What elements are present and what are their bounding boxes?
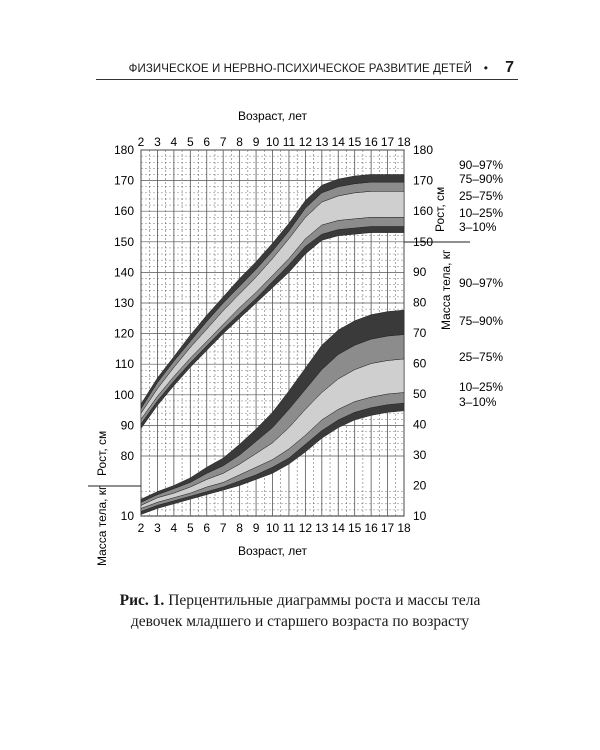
caption-text-line2: девочек младшего и старшего возраста по возрасту (130, 613, 470, 630)
weight-legend-entry: 3–10% (459, 395, 497, 409)
left-tick-label: 100 (113, 387, 134, 402)
x-tick-label-bottom: 8 (236, 521, 243, 535)
x-tick-label-top: 13 (315, 135, 329, 149)
x-tick-label-top: 11 (282, 135, 296, 149)
x-tick-label-bottom: 12 (298, 521, 313, 535)
right-weight-tick-label: 90 (413, 265, 427, 279)
x-tick-label-bottom: 5 (186, 521, 194, 535)
left-ylabel-weight: Масса тела, кг (95, 485, 109, 566)
left-tick-label: 170 (113, 173, 134, 188)
x-tick-label-bottom: 14 (331, 521, 345, 535)
right-weight-tick-label: 80 (413, 295, 427, 310)
height-legend-entry: 90–97% (459, 158, 504, 172)
height-legend-entry: 3–10% (459, 220, 497, 234)
x-tick-label-top: 9 (252, 135, 260, 149)
left-tick-label: 130 (113, 296, 134, 310)
height-legend-entry: 25–75% (459, 189, 504, 203)
right-height-tick-label: 150 (413, 234, 434, 249)
left-tick-label: 140 (113, 265, 134, 280)
x-tick-label-top: 5 (186, 135, 194, 149)
right-weight-tick-label: 60 (413, 356, 427, 371)
right-weight-tick-label: 50 (413, 387, 427, 401)
x-tick-label-top: 6 (203, 135, 211, 149)
x-tick-label-top: 18 (397, 135, 411, 149)
left-tick-label: 160 (113, 204, 134, 219)
x-tick-label-bottom: 16 (364, 521, 378, 535)
x-tick-label-bottom: 11 (282, 521, 296, 535)
left-tick-label: 110 (114, 357, 134, 372)
right-weight-tick-label: 20 (413, 478, 427, 493)
x-tick-label-top: 16 (364, 135, 378, 149)
bullet-icon: • (483, 61, 488, 75)
x-tick-label-top: 14 (331, 135, 345, 149)
x-tick-label-bottom: 15 (348, 521, 362, 535)
height-legend-entry: 10–25% (459, 206, 504, 220)
x-tick-label-top: 12 (298, 135, 313, 149)
figure-caption (60, 590, 540, 632)
right-ylabel-weight: Масса тела, кг (439, 249, 453, 330)
left-tick-label: 10 (120, 509, 134, 523)
right-ylabel-height: Рост, см (433, 186, 447, 232)
x-tick-label-bottom: 2 (137, 521, 145, 535)
x-tick-label-top: 2 (137, 135, 145, 149)
running-head-title: ФИЗИЧЕСКОЕ И НЕРВНО-ПСИХИЧЕСКОЕ РАЗВИТИЕ ДЕТЕЙ (128, 63, 472, 75)
x-axis-title-bottom: Возраст, лет (238, 544, 307, 558)
left-tick-label: 80 (120, 449, 134, 463)
x-tick-label-bottom: 7 (219, 521, 227, 535)
left-tick-label: 120 (113, 326, 134, 341)
right-weight-tick-label: 30 (413, 448, 427, 462)
right-weight-tick-label: 40 (413, 417, 427, 432)
left-tick-label: 90 (120, 418, 134, 433)
x-tick-label-top: 10 (265, 135, 280, 149)
height-legend-entry: 75–90% (459, 172, 504, 186)
x-tick-label-top: 4 (170, 135, 178, 149)
weight-legend-entry: 25–75% (459, 350, 504, 364)
x-tick-label-top: 17 (380, 135, 395, 149)
x-tick-label-bottom: 13 (315, 521, 329, 535)
x-tick-label-bottom: 3 (154, 521, 161, 535)
x-tick-label-bottom: 6 (203, 521, 211, 535)
page-number: 7 (505, 59, 514, 76)
x-tick-label-bottom: 10 (265, 521, 280, 535)
x-tick-label-top: 8 (236, 135, 243, 149)
right-weight-tick-label: 70 (413, 326, 427, 340)
x-tick-label-top: 3 (154, 135, 161, 149)
left-tick-label: 180 (113, 143, 134, 157)
right-height-tick-label: 170 (413, 173, 434, 188)
left-ylabel-height: Рост, см (95, 430, 109, 476)
x-tick-label-bottom: 4 (170, 521, 178, 535)
right-weight-tick-label: 10 (413, 509, 427, 523)
x-tick-label-bottom: 9 (252, 521, 260, 535)
x-tick-label-bottom: 18 (397, 521, 411, 535)
x-tick-label-top: 7 (219, 135, 227, 149)
x-tick-label-top: 15 (348, 135, 362, 149)
x-tick-label-bottom: 17 (380, 521, 395, 535)
right-height-tick-label: 160 (413, 204, 434, 219)
weight-legend-entry: 10–25% (459, 380, 504, 394)
weight-legend-entry: 90–97% (459, 276, 504, 290)
caption-label: Рис. 1. (119, 592, 165, 609)
left-tick-label: 150 (113, 234, 134, 249)
x-axis-title-top: Возраст, лет (238, 109, 307, 123)
right-height-tick-label: 180 (413, 143, 434, 157)
caption-text-line1: Перцентильные диаграммы роста и массы тела (168, 592, 481, 609)
weight-legend-entry: 75–90% (459, 314, 504, 328)
